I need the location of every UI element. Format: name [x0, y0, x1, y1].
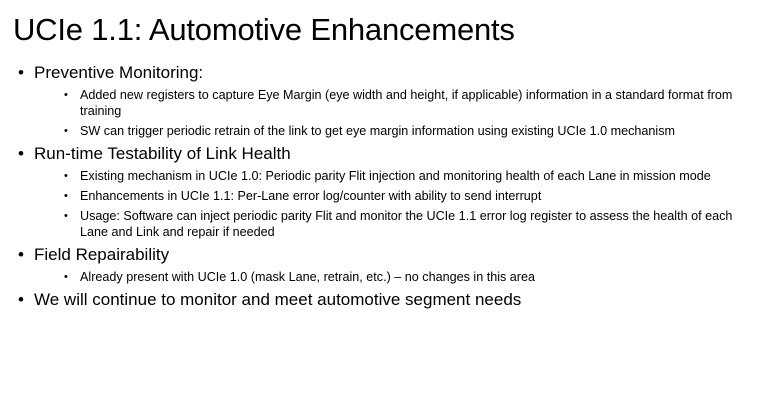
sub-bullet: • Enhancements in UCIe 1.1: Per-Lane error log/counter with ability to send interrupt — [34, 188, 753, 204]
sub-bullet-list — [34, 168, 753, 240]
bullet-text: Run-time Testability of Link Health — [34, 144, 291, 163]
sub-bullet: • Added new registers to capture Eye Margin (eye width and height, if applicable) information in a standard format from training — [34, 87, 753, 119]
sub-bullet-list — [34, 87, 753, 139]
slide-title: UCIe 1.1: Automotive Enhancements — [13, 12, 515, 47]
sub-bullet: • Already present with UCIe 1.0 (mask Lane, retrain, etc.) – no changes in this area — [34, 269, 753, 285]
sub-bullet: • SW can trigger periodic retrain of the link to get eye margin information using existing UCIe 1.0 mechanism — [34, 123, 753, 139]
bullet-field-repairability — [18, 244, 753, 285]
bullet-list — [18, 62, 753, 311]
sub-bullet: • Existing mechanism in UCIe 1.0: Periodic parity Flit injection and monitoring health of each Lane in mission mode — [34, 168, 753, 184]
bullet-text: We will continue to monitor and meet automotive segment needs — [34, 290, 522, 309]
bullet-text: Field Repairability — [34, 245, 170, 264]
bullet-runtime-testability — [18, 143, 753, 240]
slide-content — [18, 62, 753, 312]
sub-bullet: • Usage: Software can inject periodic parity Flit and monitor the UCIe 1.1 error log register to assess the health of each Lane and Link and repair if needed — [34, 208, 753, 240]
bullet-continue-monitoring — [18, 289, 753, 311]
sub-bullet-list — [34, 269, 753, 285]
bullet-text: Preventive Monitoring: — [34, 63, 204, 82]
bullet-preventive-monitoring — [18, 62, 753, 139]
